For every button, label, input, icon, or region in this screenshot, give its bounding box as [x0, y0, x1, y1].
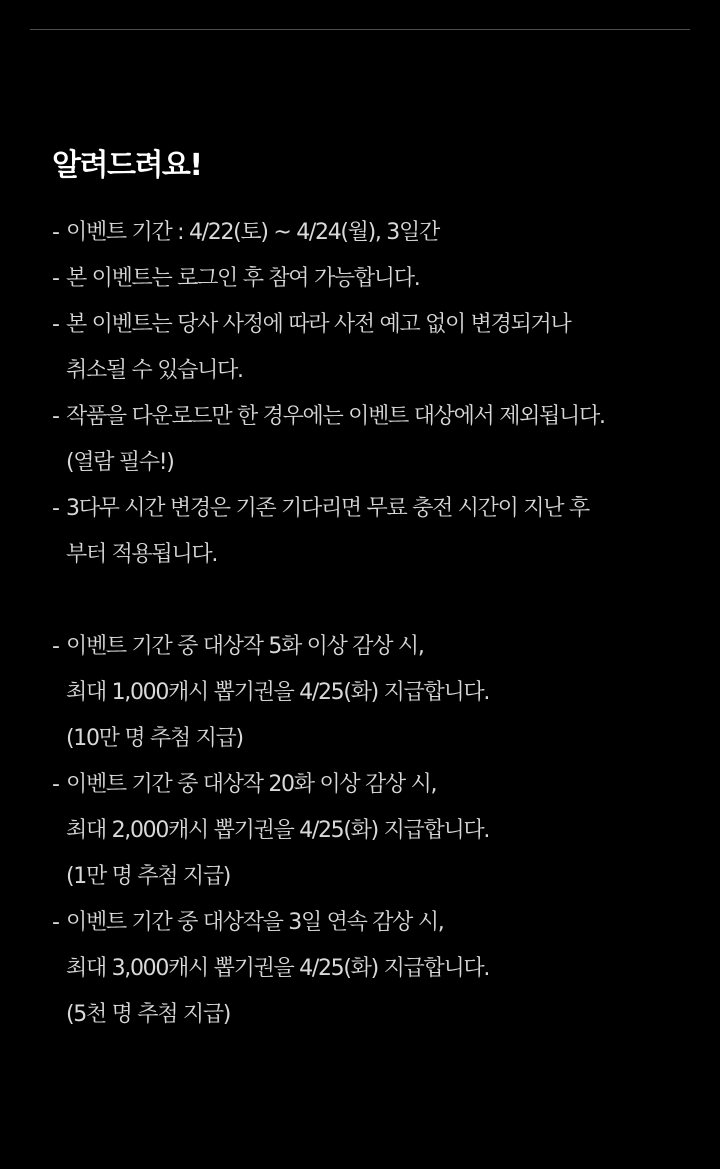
notice-line: 본 이벤트는 로그인 후 참여 가능합니다.	[66, 266, 420, 291]
notice-line: (열람 필수!)	[66, 450, 174, 475]
bullet-dash: -	[52, 910, 59, 935]
notice-line: 3다무 시간 변경은 기존 기다리면 무료 충전 시간이 지난 후	[66, 496, 589, 521]
notice-item-text	[66, 302, 692, 394]
notice-item-text	[66, 624, 692, 762]
notice-group	[52, 210, 692, 578]
notice-line: 본 이벤트는 당사 사정에 따라 사전 예고 없이 변경되거나	[66, 312, 571, 337]
notice-item	[52, 900, 692, 1038]
notice-line: 최대 3,000캐시 뽑기권을 4/25(화) 지급합니다.	[66, 956, 490, 981]
notice-item-text	[66, 256, 692, 302]
notice-line: 이벤트 기간 중 대상작을 3일 연속 감상 시,	[66, 910, 444, 935]
bullet-dash: -	[52, 220, 59, 245]
bullet-dash: -	[52, 772, 59, 797]
notice-item	[52, 256, 692, 302]
notice-line: 최대 2,000캐시 뽑기권을 4/25(화) 지급합니다.	[66, 818, 490, 843]
notice-item-text	[66, 394, 692, 486]
bullet-dash: -	[52, 496, 59, 521]
notice-section	[52, 146, 692, 1038]
notice-item-text	[66, 486, 692, 578]
top-divider	[30, 29, 690, 30]
notice-line: 이벤트 기간 : 4/22(토) ~ 4/24(월), 3일간	[66, 220, 439, 245]
notice-line: (1만 명 추첨 지급)	[66, 864, 231, 889]
notice-line: 작품을 다운로드만 한 경우에는 이벤트 대상에서 제외됩니다.	[66, 404, 605, 429]
notice-line: 이벤트 기간 중 대상작 5화 이상 감상 시,	[66, 634, 424, 659]
notice-item	[52, 210, 692, 256]
notice-line: (5천 명 추첨 지급)	[66, 1002, 231, 1027]
notice-line: 취소될 수 있습니다.	[66, 358, 243, 383]
bullet-dash: -	[52, 634, 59, 659]
notice-item	[52, 394, 692, 486]
notice-item	[52, 624, 692, 762]
notice-item	[52, 486, 692, 578]
bullet-dash: -	[52, 266, 59, 291]
notice-line: 최대 1,000캐시 뽑기권을 4/25(화) 지급합니다.	[66, 680, 490, 705]
notice-item-text	[66, 210, 692, 256]
notice-item	[52, 762, 692, 900]
notice-item-text	[66, 762, 692, 900]
notice-item	[52, 302, 692, 394]
bullet-dash: -	[52, 312, 59, 337]
notice-title: 알려드려요!	[52, 148, 202, 183]
group-spacer	[52, 578, 692, 624]
notice-line: (10만 명 추첨 지급)	[66, 726, 243, 751]
notice-line: 이벤트 기간 중 대상작 20화 이상 감상 시,	[66, 772, 437, 797]
notice-line: 부터 적용됩니다.	[66, 542, 218, 567]
notice-list	[52, 210, 692, 1038]
bullet-dash: -	[52, 404, 59, 429]
notice-item-text	[66, 900, 692, 1038]
notice-group	[52, 624, 692, 1038]
